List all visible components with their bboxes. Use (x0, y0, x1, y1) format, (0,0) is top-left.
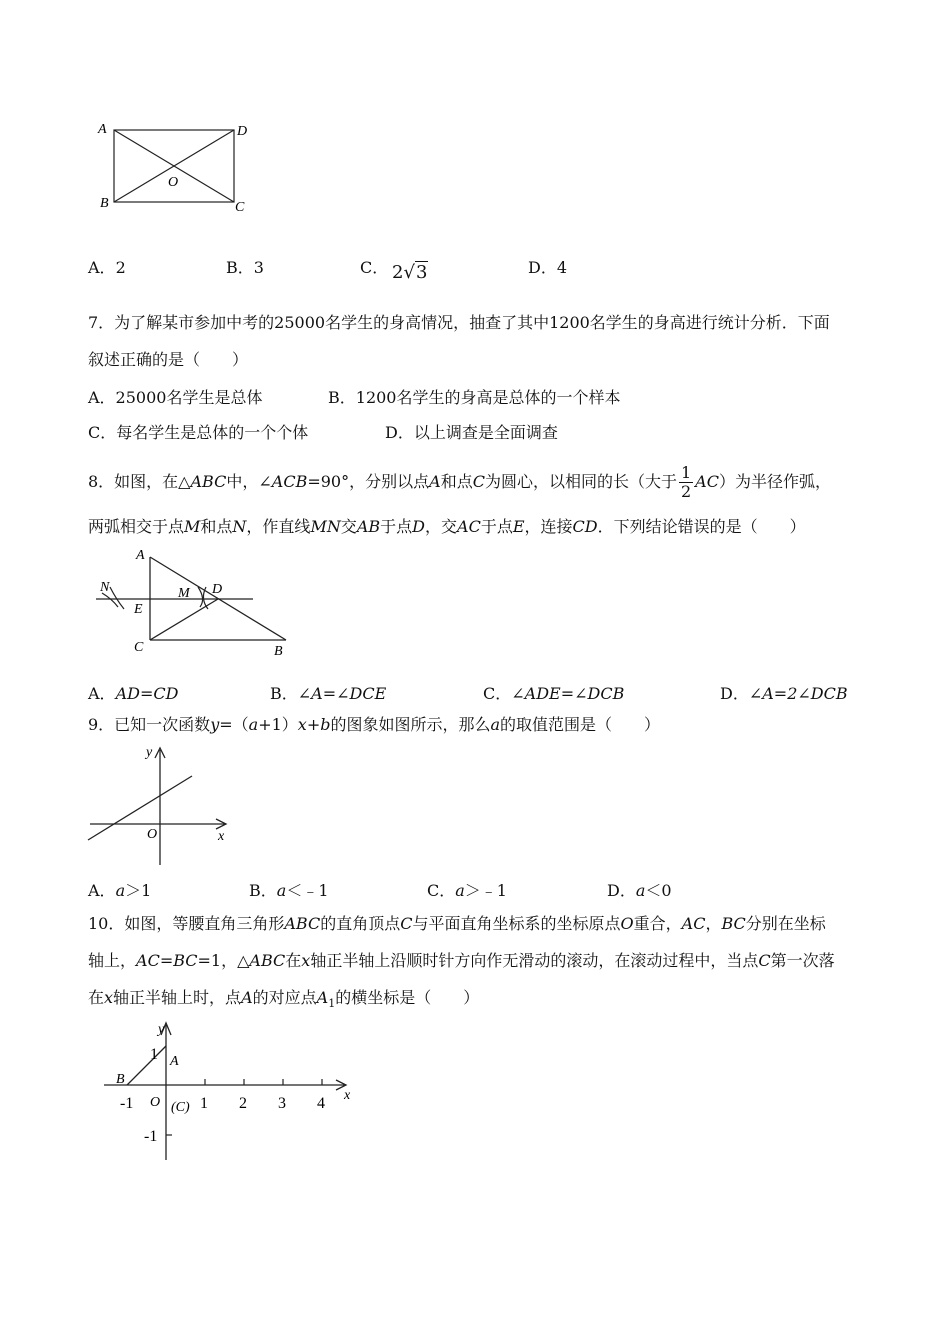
q10-stem-line3: 在x轴正半轴上时，点A的对应点$A_1$的横坐标是（ ） (88, 988, 480, 1010)
q10-stem-line2: 轴上，AC=BC=1，△ABC在x轴正半轴上沿顺时针方向作无滑动的滚动，在滚动过程中，当点C第一次落 (88, 951, 835, 970)
tick-label-2: 2 (239, 1095, 247, 1112)
q6-option-d[interactable]: D．4 (528, 258, 568, 277)
q7-option-c[interactable]: C．每名学生是总体的一个个体 (88, 423, 309, 442)
label-n: N (100, 580, 110, 595)
figure-rectangle (90, 115, 260, 220)
label-y: y (146, 745, 153, 760)
q8-option-a[interactable]: A．AD=CD (88, 684, 179, 703)
q9-option-c[interactable]: C．a＞﹣1 (427, 881, 507, 900)
label-x: x (218, 829, 225, 844)
label-x: x (344, 1088, 351, 1103)
label-y: y (158, 1022, 165, 1037)
label-d: D (212, 582, 223, 597)
tick-label-3: 3 (278, 1095, 286, 1112)
tick-label-1: 1 (200, 1095, 208, 1112)
label-origin: O (147, 827, 158, 842)
q8-stem-line1: 8．如图，在△ABC中，∠ACB=90°，分别以点A和点C为圆心，以相同的长（大于 $\frac{1}{2}$ AC）为半径作弧， (88, 463, 831, 501)
q6-option-c[interactable]: C． (360, 258, 389, 277)
q8-option-d[interactable]: D．∠A=2∠DCB (720, 684, 848, 703)
label-origin: O (150, 1095, 161, 1110)
q10-stem-line1: 10．如图，等腰直角三角形ABC的直角顶点C与平面直角坐标系的坐标原点O重合，AC，BC分别在坐标 (88, 914, 826, 933)
label-a: A (98, 122, 107, 137)
fraction-half: $\frac{1}{2}$ (680, 463, 692, 501)
q9-stem: 9．已知一次函数y=（a+1）x+b的图象如图所示，那么a的取值范围是（ ） (88, 715, 661, 734)
label-b: B (116, 1072, 125, 1087)
label-c: C (235, 200, 245, 215)
label-b: B (100, 196, 109, 211)
label-a: A (136, 548, 145, 563)
tick-label-4: 4 (317, 1095, 325, 1112)
figure-triangle-bisector (88, 545, 298, 660)
label-d: D (237, 124, 248, 139)
label-y-one: 1 (150, 1046, 158, 1063)
label-a: A (170, 1054, 179, 1069)
q6-option-a[interactable]: A．2 (88, 258, 126, 277)
label-b: B (274, 644, 283, 659)
q9-option-b[interactable]: B．a＜﹣1 (249, 881, 329, 900)
q9-option-a[interactable]: A．a＞1 (88, 881, 152, 900)
q7-option-b[interactable]: B．1200名学生的身高是总体的一个样本 (328, 388, 621, 407)
q9-option-d[interactable]: D．a＜0 (607, 881, 672, 900)
q7-option-a[interactable]: A．25000名学生是总体 (88, 388, 263, 407)
label-c: (C) (171, 1100, 190, 1115)
q6-option-c-sqrt: 2√3 (392, 262, 428, 283)
q7-stem-line1: 7．为了解某市参加中考的25000名学生的身高情况，抽查了其中1200名学生的身高进行统计分析．下面 (88, 313, 830, 332)
q6-option-b[interactable]: B．3 (226, 258, 264, 277)
label-neg1-x: -1 (120, 1095, 134, 1112)
q7-option-d[interactable]: D．以上调查是全面调查 (385, 423, 558, 442)
q7-stem-line2: 叙述正确的是（ ） (88, 350, 249, 369)
label-e: E (134, 602, 143, 617)
figure-coordinate-triangle (100, 1015, 360, 1165)
label-neg1-y: -1 (144, 1128, 158, 1145)
label-c: C (134, 640, 144, 655)
q8-stem-line2: 两弧相交于点M和点N，作直线MN交AB于点D，交AC于点E，连接CD．下列结论错误的是（ ） (88, 517, 806, 536)
label-o: O (168, 175, 179, 190)
q8-option-b[interactable]: B．∠A=∠DCE (270, 684, 387, 703)
q8-option-c[interactable]: C．∠ADE=∠DCB (483, 684, 625, 703)
figure-linear-graph (86, 740, 236, 870)
label-m: M (178, 586, 190, 601)
